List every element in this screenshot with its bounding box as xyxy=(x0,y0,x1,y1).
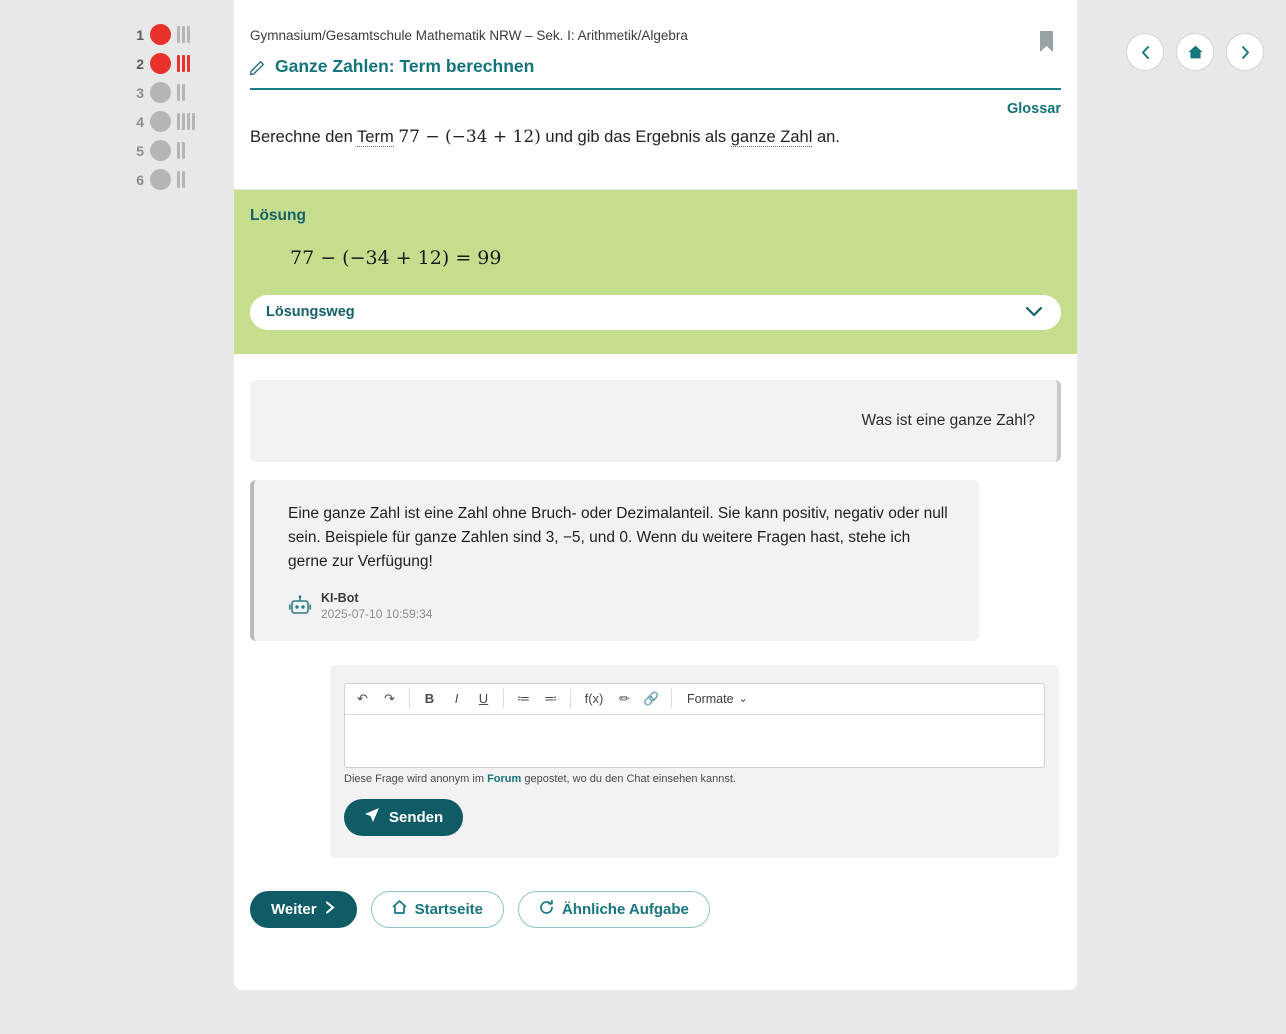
next-button[interactable] xyxy=(250,891,357,928)
glossar-link[interactable]: Glossar xyxy=(1007,101,1061,117)
glossar-row xyxy=(234,90,1077,118)
forum-link[interactable]: Forum xyxy=(487,772,522,785)
progress-row[interactable] xyxy=(130,49,230,78)
editor-toolbar xyxy=(345,684,1044,715)
progress-tick-icon xyxy=(177,55,180,72)
progress-tick-icon xyxy=(192,113,195,130)
format-dropdown[interactable] xyxy=(679,692,756,706)
chat-message-bot xyxy=(250,480,979,641)
progress-row-number: 4 xyxy=(136,113,144,130)
underline-icon[interactable]: U xyxy=(478,691,489,707)
solution-equation: 77 − (−34 + 12) = 99 xyxy=(290,246,502,269)
send-button[interactable] xyxy=(344,799,463,836)
question-text-after: an. xyxy=(816,128,840,146)
refresh-icon xyxy=(539,900,554,919)
progress-row[interactable] xyxy=(130,107,230,136)
progress-tick-icon xyxy=(177,26,180,43)
progress-tick-icon xyxy=(177,84,180,101)
chevron-down-icon: ⌄ xyxy=(738,693,748,706)
next-page-button[interactable] xyxy=(1226,33,1264,71)
toolbar-separator xyxy=(503,689,504,708)
bot-meta xyxy=(288,591,951,621)
progress-tick-icon xyxy=(177,113,180,130)
bot-message-text: Eine ganze Zahl ist eine Zahl ohne Bruch- oder Dezimalanteil. Sie kann positiv, negativ oder null sein. Beispiele für ganze Zahlen sind 3, −5, und 0. Wenn du weitere Fragen hast, stehe ich gerne zur Verfügung! xyxy=(288,504,948,571)
home-icon xyxy=(1187,44,1204,60)
progress-ticks xyxy=(177,113,195,130)
progress-ticks xyxy=(177,26,190,43)
progress-tick-icon xyxy=(182,84,185,101)
ganze-zahl-glossary-link[interactable]: ganze Zahl xyxy=(730,128,813,146)
answer-editor-panel xyxy=(330,665,1059,858)
progress-row[interactable] xyxy=(130,78,230,107)
link-icon[interactable]: 🔗 xyxy=(643,690,660,706)
numbered-list-icon[interactable]: ≕ xyxy=(544,690,557,706)
rich-text-editor[interactable] xyxy=(344,683,1045,768)
progress-dot-icon[interactable] xyxy=(150,53,171,74)
nav-home-button[interactable] xyxy=(1176,33,1214,71)
solution-steps-accordion[interactable] xyxy=(250,295,1061,330)
progress-tick-icon xyxy=(182,171,185,188)
chat-message-user xyxy=(250,380,1061,462)
action-buttons xyxy=(234,858,1077,968)
undo-icon[interactable]: ↶ xyxy=(357,690,368,706)
progress-tick-icon xyxy=(177,171,180,188)
bullet-list-icon[interactable]: ≔ xyxy=(517,690,530,706)
question-expression: 77 − (−34 + 12) xyxy=(398,127,541,147)
editor-note-before: Diese Frage wird anonym im xyxy=(344,772,484,785)
editor-note-after: gepostet, wo du den Chat einsehen kannst. xyxy=(524,772,736,785)
chevron-down-icon[interactable] xyxy=(1025,306,1043,318)
card-header xyxy=(234,0,1077,90)
chat-area xyxy=(234,354,1077,641)
progress-tick-icon xyxy=(187,26,190,43)
send-icon xyxy=(364,807,380,827)
progress-tick-icon xyxy=(182,142,185,159)
progress-row[interactable] xyxy=(130,136,230,165)
similar-exercise-label: Ähnliche Aufgabe xyxy=(561,900,689,918)
solution-steps-label: Lösungsweg xyxy=(266,304,355,320)
bold-icon[interactable]: B xyxy=(424,691,435,707)
editor-input[interactable] xyxy=(345,715,1044,767)
robot-icon xyxy=(288,594,312,618)
solution-title: Lösung xyxy=(250,206,306,224)
progress-dot-icon[interactable] xyxy=(150,111,171,132)
redo-icon[interactable]: ↷ xyxy=(384,690,395,706)
similar-exercise-button[interactable] xyxy=(518,891,710,928)
bookmark-icon[interactable] xyxy=(1038,30,1055,59)
progress-tick-icon xyxy=(187,55,190,72)
progress-tick-icon xyxy=(182,113,185,130)
editor-note xyxy=(344,773,1045,785)
progress-tick-icon xyxy=(182,55,185,72)
toolbar-separator xyxy=(409,689,410,708)
progress-row-number: 5 xyxy=(136,142,144,159)
page-title: Ganze Zahlen: Term berechnen xyxy=(275,56,535,76)
send-button-label: Senden xyxy=(389,808,444,826)
progress-tick-icon xyxy=(182,26,185,43)
progress-row-number: 6 xyxy=(136,171,144,188)
progress-dot-icon[interactable] xyxy=(150,82,171,103)
italic-icon[interactable]: I xyxy=(454,691,459,707)
chevron-right-icon xyxy=(325,901,336,918)
chevron-right-icon xyxy=(1239,45,1252,60)
progress-rail xyxy=(130,20,230,194)
exercise-card xyxy=(234,0,1077,990)
question-block xyxy=(234,118,1077,190)
formula-icon[interactable]: f(x) xyxy=(584,691,604,707)
progress-row[interactable] xyxy=(130,165,230,194)
pencil-icon[interactable] xyxy=(250,59,266,75)
draw-icon[interactable]: ✏ xyxy=(619,690,630,706)
chevron-left-icon xyxy=(1139,45,1152,60)
home-icon xyxy=(392,900,407,918)
progress-row[interactable] xyxy=(130,20,230,49)
home-button-label: Startseite xyxy=(414,900,483,918)
progress-row-number: 3 xyxy=(136,84,144,101)
progress-ticks xyxy=(177,142,185,159)
progress-ticks xyxy=(177,84,185,101)
term-glossary-link[interactable]: Term xyxy=(357,128,394,146)
progress-ticks xyxy=(177,171,185,188)
bot-name: KI-Bot xyxy=(321,590,359,605)
user-message-text: Was ist eine ganze Zahl? xyxy=(861,411,1035,429)
prev-page-button[interactable] xyxy=(1126,33,1164,71)
format-dropdown-label: Formate xyxy=(687,691,734,706)
toolbar-separator xyxy=(570,689,571,708)
progress-dot-icon[interactable] xyxy=(150,24,171,45)
title-row xyxy=(250,56,1061,90)
question-text-before: Berechne den xyxy=(250,128,353,146)
progress-row-number: 1 xyxy=(136,26,144,43)
progress-ticks xyxy=(177,55,190,72)
page-navigation xyxy=(1126,33,1264,71)
toolbar-separator xyxy=(671,689,672,708)
progress-tick-icon xyxy=(187,113,190,130)
next-button-label: Weiter xyxy=(271,900,317,918)
progress-tick-icon xyxy=(177,142,180,159)
bot-timestamp: 2025-07-10 10:59:34 xyxy=(321,606,433,621)
progress-dot-icon[interactable] xyxy=(150,140,171,161)
breadcrumb: Gymnasium/Gesamtschule Mathematik NRW – Sek. I: Arithmetik/Algebra xyxy=(250,28,688,43)
solution-panel xyxy=(234,190,1077,354)
home-button[interactable] xyxy=(371,891,504,928)
progress-dot-icon[interactable] xyxy=(150,169,171,190)
progress-row-number: 2 xyxy=(136,55,144,72)
question-text-middle: und gib das Ergebnis als xyxy=(545,128,727,146)
